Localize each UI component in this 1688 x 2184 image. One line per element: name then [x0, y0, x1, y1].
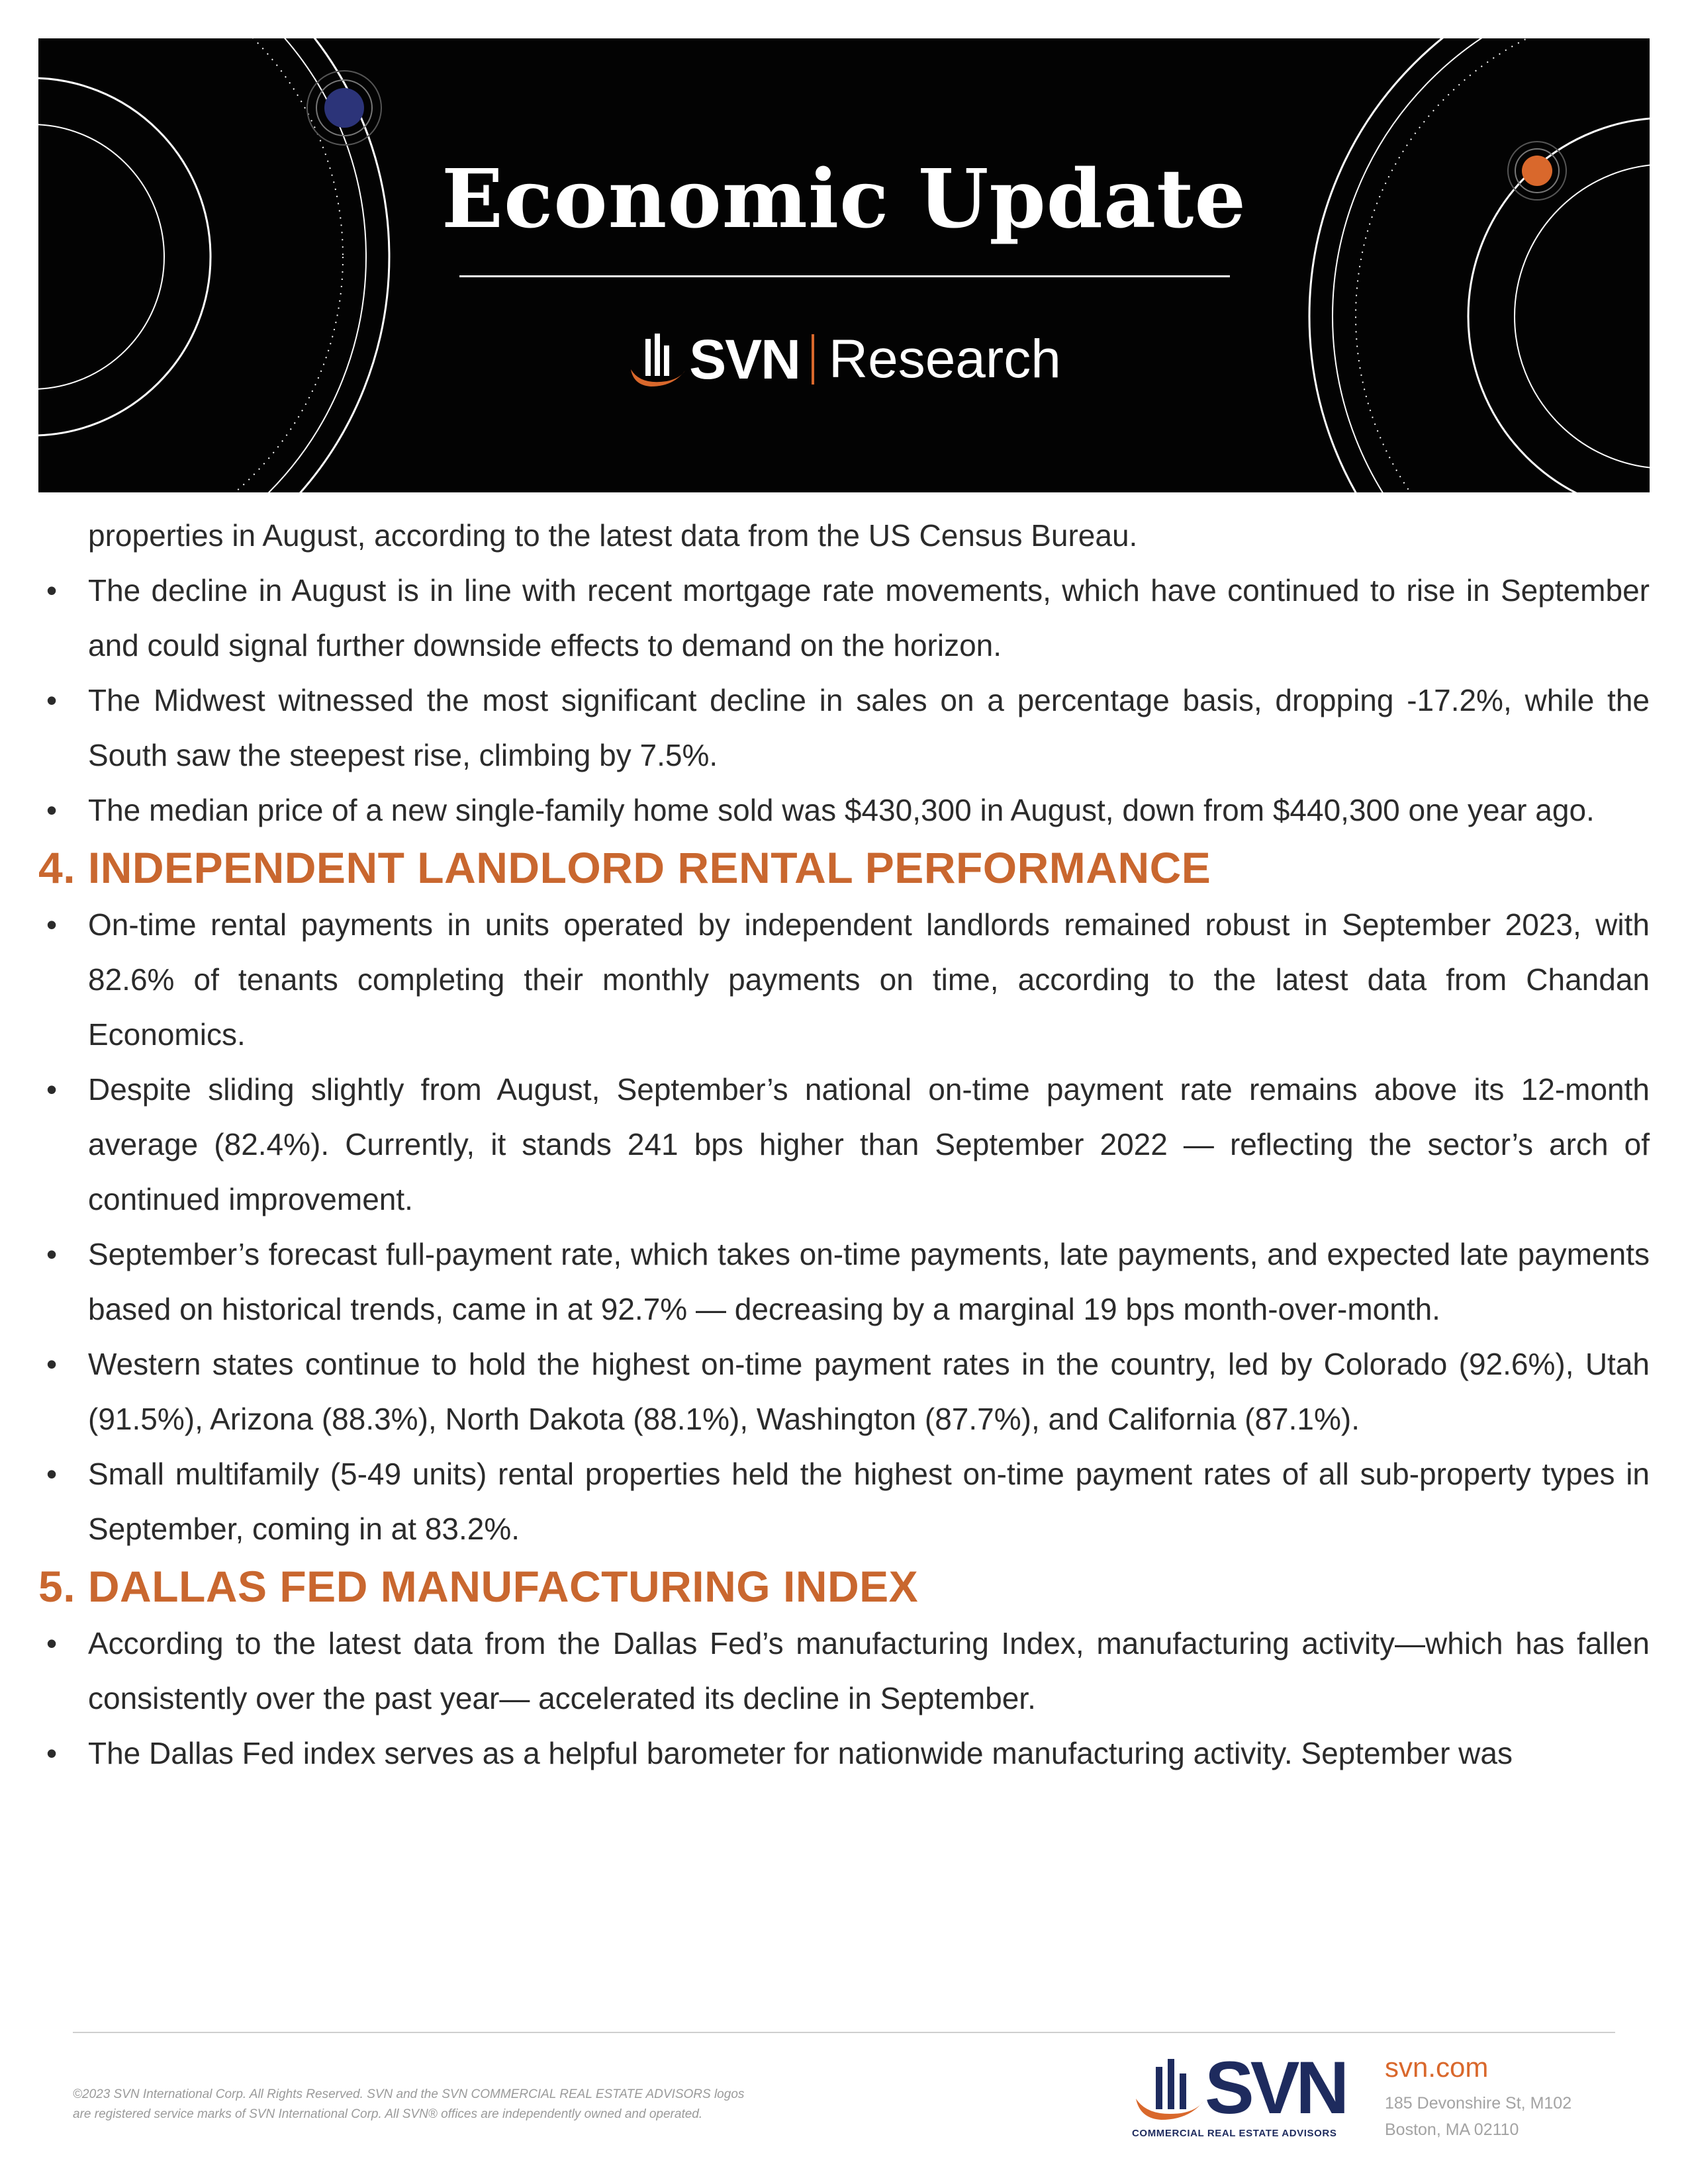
section-5-bullet-list — [38, 1616, 1650, 1781]
list-item: • On-time rental payments in units operated by independent landlords remained robust in September 2023, with 82.6% of tenants completing their monthly payments on time, according to the latest data from Chandan Economics. — [38, 897, 1650, 1062]
bullet-icon: • — [46, 1072, 58, 1107]
address: 185 Devonshire St, M102 Boston, MA 02110 — [1385, 2094, 1572, 2139]
title-divider — [459, 275, 1230, 277]
product-name: Research — [828, 329, 1061, 389]
list-item: • The median price of a new single-family home sold was $430,300 in August, down from $440,300 one year ago. — [38, 783, 1650, 838]
section-4-bullet-list — [38, 897, 1650, 1557]
intro-bullet-list — [38, 563, 1650, 838]
bullet-icon: • — [46, 1237, 58, 1271]
bullet-icon: • — [46, 793, 58, 827]
bullet-icon: • — [46, 1736, 58, 1770]
legal-notice: ©2023 SVN International Corp. All Rights Reserved. SVN and the SVN COMMERCIAL REAL ESTATE ADVISORS logos are registered service marks of SVN International Corp. All SVN® offices are independently owned and operated. — [73, 2087, 745, 2121]
list-item: • The decline in August is in line with recent mortgage rate movements, which have continued to rise in September and could signal further downside effects to demand on the horizon. — [38, 563, 1650, 673]
bullet-icon: • — [46, 1626, 58, 1661]
website-link[interactable]: svn.com — [1385, 2052, 1489, 2083]
svn-research-logo — [38, 323, 1650, 396]
orbit-decoration — [38, 38, 1650, 492]
list-item: • Small multifamily (5-49 units) rental properties held the highest on-time payment rates of all sub-property types in September, coming in at 83.2%. — [38, 1447, 1650, 1557]
svn-footer-logo[interactable] — [1132, 2048, 1364, 2141]
bullet-icon: • — [46, 1457, 58, 1491]
header-banner — [38, 38, 1650, 492]
section-heading-4: 4. INDEPENDENT LANDLORD RENTAL PERFORMANCE — [38, 843, 1211, 892]
svn-swoosh-icon — [627, 330, 686, 389]
bullet-icon: • — [46, 907, 58, 942]
svn-swoosh-icon — [1132, 2055, 1205, 2121]
article-body — [38, 508, 1650, 1781]
list-item: • Western states continue to hold the highest on-time payment rates in the country, led by Colorado (92.6%), Utah (91.5%), Arizona (88.3%), North Dakota (88.1%), Washington (87.7%), and California (87.1%). — [38, 1337, 1650, 1447]
page-title: Economic Update — [442, 151, 1246, 246]
brand-name: SVN — [689, 328, 800, 390]
list-item: • September’s forecast full-payment rate, which takes on-time payments, late payments, and expected late payments based on historical trends, came in at 92.7% — decreasing by a marginal 19 bps month-over-month. — [38, 1227, 1650, 1337]
footer-tagline: COMMERCIAL REAL ESTATE ADVISORS — [1132, 2128, 1337, 2139]
footer-brand-name: SVN — [1205, 2046, 1346, 2129]
bullet-icon: • — [46, 1347, 58, 1381]
section-heading-5: 5. DALLAS FED MANUFACTURING INDEX — [38, 1562, 919, 1611]
brand-separator — [812, 334, 814, 385]
list-item: • The Midwest witnessed the most significant decline in sales on a percentage basis, dropping -17.2%, while the South saw the steepest rise, climbing by 7.5%. — [38, 673, 1650, 783]
contact-info — [1385, 2050, 1636, 2143]
bullet-icon: • — [46, 573, 58, 608]
bullet-icon: • — [46, 683, 58, 717]
list-item: • According to the latest data from the Dallas Fed’s manufacturing Index, manufacturing activity—which has fallen consistently over the past year— accelerated its decline in September. — [38, 1616, 1650, 1726]
list-item: • Despite sliding slightly from August, September’s national on-time payment rate remains above its 12-month average (82.4%). Currently, it stands 241 bps higher than September 2022 — reflecting the sector’s arch of continued improvement. — [38, 1062, 1650, 1227]
list-item: • The Dallas Fed index serves as a helpful barometer for nationwide manufacturing activity. September was — [38, 1726, 1650, 1781]
footer-divider — [73, 2032, 1615, 2033]
paragraph-continuation: properties in August, according to the latest data from the US Census Bureau. — [88, 518, 1138, 553]
